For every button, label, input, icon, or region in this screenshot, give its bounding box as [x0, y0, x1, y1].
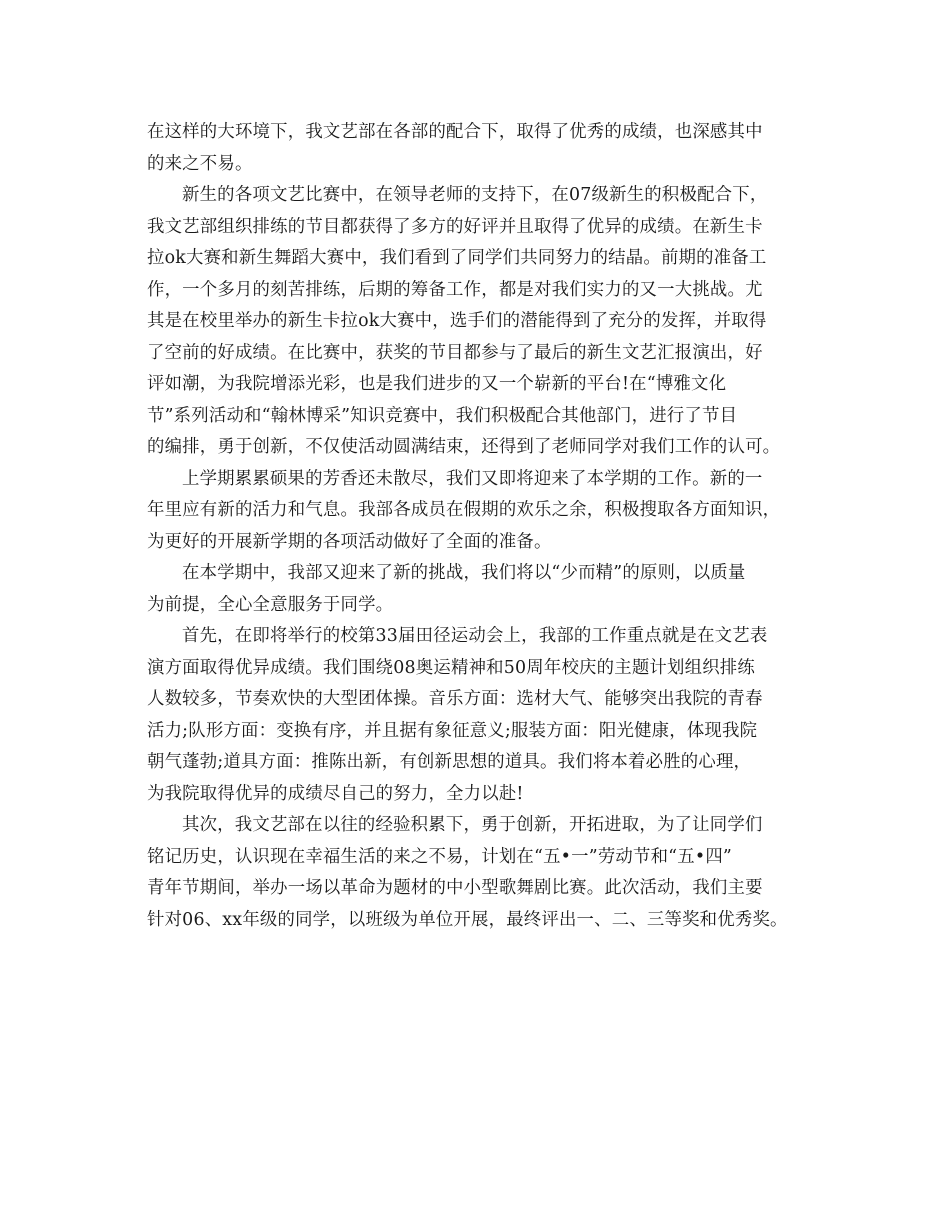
text-line: 上学期累累硕果的芳香还未散尽，我们又即将迎来了本学期的工作。新的一	[182, 468, 763, 489]
text-line: 在本学期中，我部又迎来了新的挑战，我们将以“少而精”的原则，以质量	[182, 563, 746, 583]
text-line: 为更好的开展新学期的各项活动做好了全面的准备。	[147, 531, 552, 552]
document-body	[147, 117, 788, 936]
text-line: 针对06、xx年级的同学，以班级为单位开展，最终评出一、二、三等奖和优秀奖。	[147, 909, 788, 930]
text-line: 在这样的大环境下，我文艺部在各部的配合下，取得了优秀的成绩，也深感其中	[147, 122, 763, 142]
text-line: 新生的各项文艺比赛中，在领导老师的支持下，在07级新生的积极配合下，	[182, 185, 768, 205]
text-line: 铭记历史，认识现在幸福生活的来之不易，计划在“五•一”劳动节和“五•四”	[147, 846, 732, 867]
text-line: 人数较多，节奏欢快的大型团体操。音乐方面：选材大气、能够突出我院的青春	[147, 689, 763, 709]
text-line: 年里应有新的活力和气息。我部各成员在假期的欢乐之余，积极搜取各方面知识，	[147, 500, 781, 520]
text-line: 了空前的好成绩。在比赛中，获奖的节目都参与了最后的新生文艺汇报演出，好	[147, 342, 763, 363]
text-line: 节”系列活动和“翰林博采”知识竞赛中，我们积极配合其他部门，进行了节目	[147, 405, 738, 426]
text-line: 为前提，全心全意服务于同学。	[147, 594, 394, 615]
text-line: 为我院取得优异的成绩尽自己的努力，全力以赴!	[147, 783, 524, 804]
text-line: 首先，在即将举行的校第33届田径运动会上，我部的工作重点就是在文艺表	[182, 626, 768, 646]
text-line: 拉ok大赛和新生舞蹈大赛中，我们看到了同学们共同努力的结晶。前期的准备工	[147, 248, 767, 268]
text-line: 我文艺部组织排练的节目都获得了多方的好评并且取得了优异的成绩。在新生卡	[147, 216, 763, 237]
text-line: 其次，我文艺部在以往的经验积累下，勇于创新，开拓进取，为了让同学们	[182, 815, 763, 835]
text-line: 活力;队形方面：变换有序，并且据有象征意义;服装方面：阳光健康，体现我院	[147, 720, 758, 741]
text-line: 青年节期间，举办一场以革命为题材的中小型歌舞剧比赛。此次活动，我们主要	[147, 878, 763, 898]
text-line: 作，一个多月的刻苦排练，后期的筹备工作，都是对我们实力的又一大挑战。尤	[147, 279, 763, 300]
text-line: 演方面取得优异成绩。我们围绕08奥运精神和50周年校庆的主题计划组织排练	[147, 657, 755, 678]
text-line: 朝气蓬勃;道具方面：推陈出新，有创新思想的道具。我们将本着必胜的心理，	[147, 752, 752, 772]
text-line: 评如潮，为我院增添光彩，也是我们进步的又一个崭新的平台!在“博雅文化	[147, 374, 727, 394]
text-line: 的来之不易。	[147, 153, 253, 174]
text-line: 的编排，勇于创新，不仅使活动圆满结束，还得到了老师同学对我们工作的认可。	[147, 437, 781, 457]
text-line: 其是在校里举办的新生卡拉ok大赛中，选手们的潜能得到了充分的发挥，并取得	[147, 311, 767, 331]
